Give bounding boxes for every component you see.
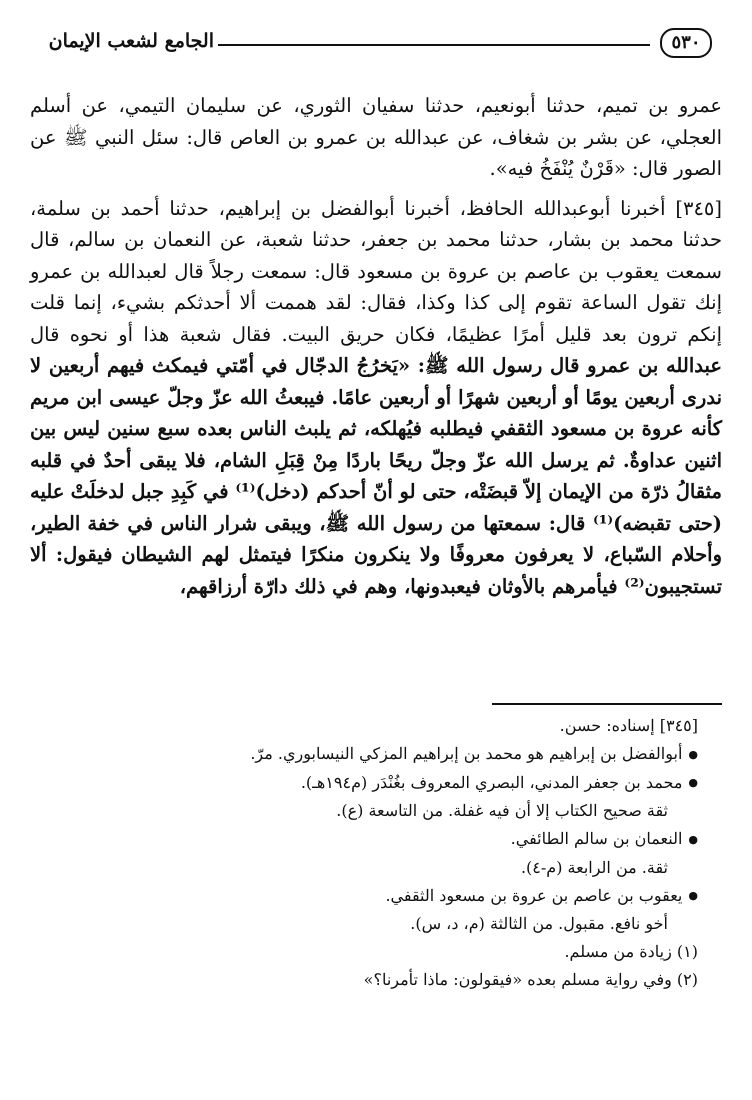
hadith-text-line: عليه (حتى تقبضه)⁽¹⁾ قال: سمعتها من رسول الله ﷺ، ويبقى شرار الناس في خفة bbox=[30, 480, 722, 535]
text-line: قلت إنكم ترون بعد قليل أمرًا عظيمًا، فكان حريق البيت. فقال شعبة هذا أو نحوه قال bbox=[30, 291, 722, 346]
text-line: [٣٤٥] أخبرنا أبوعبدالله الحافظ، أخبرنا أبوالفضل بن إبراهيم، حدثنا أحمد بن سلمة، bbox=[30, 196, 722, 220]
footnote-1: (١) زيادة من مسلم. bbox=[564, 942, 698, 961]
isnad-grade: [٣٤٥] إسناده: حسن. bbox=[559, 716, 698, 735]
page-header bbox=[40, 22, 712, 68]
hadith-text-line: ندرى أربعين يومًا أو أربعين شهرًا أو أربعين عامًا. فيبعثُ الله عزّ وجلّ عيسى ابن مريم bbox=[30, 385, 722, 409]
text-line: عمرو إنك تقول الساعة تقوم إلى كذا وكذا، فقال: لقد هممت ألا أحدثكم بشيء، إنما bbox=[30, 259, 722, 314]
main-text bbox=[30, 90, 722, 602]
narrator-entry: ● النعمان بن سالم الطائفي. bbox=[30, 825, 712, 854]
hadith-text-line: فيقول: ألا تستجيبون⁽²⁾ فيأمرهم بالأوثان فيعبدونها، وهم في ذلك دارّة أرزاقهم، bbox=[30, 543, 722, 598]
page-number: ٥٣٠ bbox=[660, 28, 712, 58]
narrator-grade: ثقة صحيح الكتاب إلا أن فيه غفلة. من التاسعة (ع). bbox=[336, 801, 668, 820]
hadith-text-line: الطير، وأحلام السّباع، لا يعرفون معروفًا ولا ينكرون منكرًا فيتمثل لهم الشيطان bbox=[30, 511, 723, 566]
footnotes-section bbox=[30, 712, 712, 994]
text-line: عمرو بن تميم، حدثنا أبونعيم، حدثنا سفيان الثوري، عن سليمان التيمي، عن أسلم bbox=[30, 94, 722, 117]
hadith-text-line: اثنين عداوةٌ. ثم يرسل الله عزّ وجلّ ريحًا باردًا مِنْ قِبَلِ الشام، فلا يبقى أحدٌ في قلبه bbox=[30, 448, 722, 472]
text-line: سمعت يعقوب بن عاصم بن عروة بن مسعود قال: سمعت رجلاً قال لعبدالله بن bbox=[80, 259, 722, 283]
hadith-text-line: كأنه عروة بن مسعود الثقفي فيطلبه فيُهلكه، ثم يلبث الناس بعده سبع سنين ليس بين bbox=[30, 417, 722, 440]
text-line: العجلي، عن بشر بن شغاف، عن عبدالله بن عمرو بن العاص قال: سئل النبي ﷺ عن bbox=[30, 125, 722, 149]
paragraph-hadith-345 bbox=[30, 193, 722, 603]
hadith-text-line: مثقالُ ذرّة من الإيمان إلاّ قبضَتْه، حتى لو أنّ أحدكم (دخل)⁽¹⁾ في كَبِدِ جبل لدخلَتْ bbox=[70, 480, 722, 503]
hadith-text-line: عبدالله بن عمرو قال رسول الله ﷺ: «يَخرُجُ الدجّال في أمّتي فيمكث فيهم أربعين لا bbox=[30, 354, 722, 377]
paragraph-hadith-344-end bbox=[30, 90, 722, 185]
narrator-entry: ● أبوالفضل بن إبراهيم هو محمد بن إبراهيم المزكي النيسابوري. مرّ. bbox=[30, 740, 712, 769]
header-rule bbox=[218, 44, 650, 46]
footnote-2: (٢) وفي رواية مسلم بعده «فيقولون: ماذا تأمرنا؟» bbox=[363, 970, 698, 989]
narrator-entry: ● محمد بن جعفر المدني، البصري المعروف بغُنْدَر (م١٩٤هـ). bbox=[30, 769, 712, 798]
narrator-grade: ثقة. من الرابعة (م-٤). bbox=[520, 857, 668, 877]
running-title: الجامع لشعب الإيمان bbox=[48, 30, 214, 52]
text-line: حدثنا محمد بن بشار، حدثنا محمد بن جعفر، حدثنا شعبة، عن النعمان بن سالم، قال bbox=[30, 228, 722, 251]
narrator-grade: أخو نافع. مقبول. من الثالثة (م، د، س). bbox=[410, 914, 668, 933]
text-line: الصور قال: «قَرْنٌ يُنْفَخُ فيه». bbox=[489, 157, 722, 180]
footnote-separator bbox=[492, 703, 722, 705]
narrator-entry: ● يعقوب بن عاصم بن عروة بن مسعود الثقفي. bbox=[30, 882, 712, 911]
